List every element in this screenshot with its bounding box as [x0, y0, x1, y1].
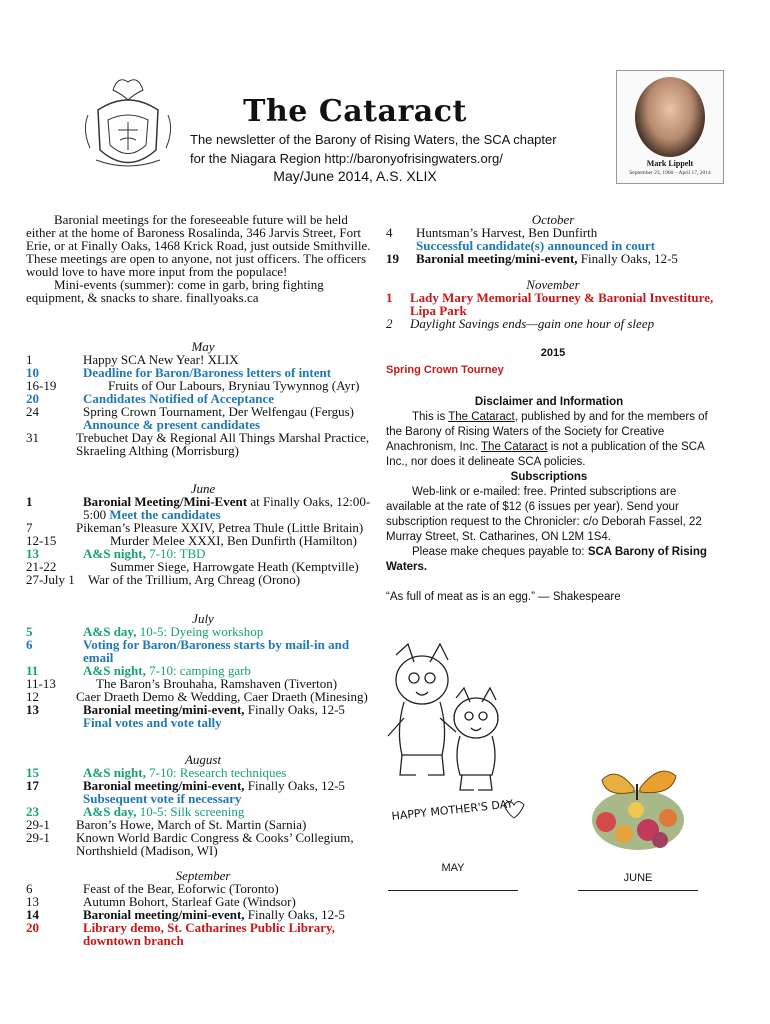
list-item: 10 Deadline for Baron/Baroness letters of intent	[26, 365, 332, 380]
memorial-dates: September 23, 1960 – April 17, 2014	[629, 170, 711, 176]
list-item: 16-19 Fruits of Our Labours, Bryniau Tywynnog (Ayr)	[26, 378, 360, 393]
list-item: 13 Baronial meeting/mini-event, Finally Oaks, 12-5 Final votes and vote tally	[26, 702, 345, 730]
may-caption: MAY	[441, 862, 465, 874]
list-item: 15 A&S night, 7-10: Research techniques	[26, 765, 287, 780]
mothers-day-clipart	[386, 640, 526, 850]
intro-paragraph-2: Mini-events (summer): come in garb, bring fighting equipment, & snacks to share. finallyoaks.ca	[26, 277, 324, 305]
list-item: 14 Baronial meeting/mini-event, Finally Oaks, 12-5	[26, 907, 345, 922]
calendar-august	[26, 753, 380, 857]
month-heading: September	[175, 868, 231, 883]
list-item: 13 A&S night, 7-10: TBD	[26, 546, 206, 561]
list-item: 12-15 Murder Melee XXXI, Ben Dunfirth (Hamilton)	[26, 533, 357, 548]
list-item: 13 Autumn Bohort, Starleaf Gate (Windsor)	[26, 894, 296, 909]
subtitle-line-2: for the Niagara Region http://baronyofrisingwaters.org/	[190, 151, 503, 166]
list-item: Spring Crown Tourney	[386, 364, 504, 376]
clipart-lettering: HAPPY MOTHER'S DAY	[390, 797, 514, 823]
june-signature-line	[578, 890, 698, 891]
list-item: 23 A&S day, 10-5: Silk screening	[26, 804, 245, 819]
june-caption: JUNE	[623, 872, 653, 884]
list-item: 11 A&S night, 7-10: camping garb	[26, 663, 251, 678]
list-item: 7 Pikeman’s Pleasure XXIV, Petrea Thule (Little Britain)	[26, 520, 364, 535]
year-heading: 2015	[540, 347, 566, 359]
month-heading: July	[192, 611, 214, 626]
calendar-september	[26, 869, 380, 947]
list-item: 29-1 Known World Bardic Congress & Cooks’ Collegium, Northshield (Madison, WI)	[26, 830, 354, 858]
subscriptions-heading: Subscriptions	[510, 471, 588, 483]
list-item: 21-22 Summer Siege, Harrowgate Heath (Kemptville)	[26, 559, 359, 574]
may-signature-line	[388, 890, 518, 891]
list-item: 19 Baronial meeting/mini-event, Finally Oaks, 12-5	[386, 251, 678, 266]
disclaimer-paragraph: This is The Cataract, published by and for the members of the Barony of Rising Waters of the Society for Creative Anachronism, Inc. The Cataract is not a publication of the SCA Inc., nor does it delineate SCA policies.	[386, 411, 708, 468]
cheques-paragraph: Please make cheques payable to: SCA Barony of Rising Waters.	[386, 546, 707, 573]
list-item: 27-July 1 War of the Trillium, Arg Chreag (Orono)	[26, 572, 301, 587]
list-item: 20 Candidates Notified of Acceptance	[26, 391, 275, 406]
list-item: 6 Voting for Baron/Baroness starts by mail-in and email	[26, 637, 350, 665]
butterfly-flowers-clipart	[576, 760, 702, 860]
calendar-november	[386, 278, 720, 330]
list-item: 1 Happy SCA New Year! XLIX	[26, 352, 239, 367]
calendar-october	[386, 213, 720, 265]
memorial-photo	[616, 70, 724, 184]
list-item: 11-13 The Baron’s Brouhaha, Ramshaven (Tiverton)	[26, 676, 338, 691]
barony-crest-logo	[78, 70, 178, 180]
month-heading: May	[191, 339, 215, 354]
newsletter-title: The Cataract	[243, 94, 467, 129]
calendar-july	[26, 612, 380, 729]
list-item: 31 Trebuchet Day & Regional All Things Marshal Practice, Skraeling Althing (Morrisburg)	[26, 430, 370, 458]
list-item: 1 Baronial Meeting/Mini-Event at Finally Oaks, 12:00-5:00 Meet the candidates	[26, 494, 371, 522]
month-heading: October	[531, 212, 575, 227]
intro-text	[26, 213, 380, 304]
list-item: 24 Spring Crown Tournament, Der Welfengau (Fergus) Announce & present candidates	[26, 404, 354, 432]
memorial-name: Mark Lippelt	[646, 159, 694, 168]
quote: “As full of meat as is an egg.” — Shakespeare	[386, 591, 621, 603]
list-item: 5 A&S day, 10-5: Dyeing workshop	[26, 624, 264, 639]
disclaimer-heading: Disclaimer and Information	[474, 396, 624, 408]
list-item: 20 Library demo, St. Catharines Public Library, downtown branch	[26, 920, 336, 948]
month-heading: August	[184, 752, 222, 767]
subtitle-line-1: The newsletter of the Barony of Rising Waters, the SCA chapter	[190, 132, 557, 147]
intro-paragraph-1: Baronial meetings for the foreseeable future will be held either at the home of Baroness Rosalinda, 346 Jarvis Street, Fort Erie, or at Finally Oaks, 1468 Krick Road, just outside Smithville. These meetings are open to anyone, not just officers. The officers would love to have more input from the populace!	[26, 212, 371, 279]
list-item: 29-1 Baron’s Howe, March of St. Martin (Sarnia)	[26, 817, 307, 832]
list-item: 2 Daylight Savings ends—gain one hour of sleep	[386, 316, 655, 331]
newsletter-subtitle	[190, 130, 610, 168]
subscriptions-paragraph: Web-link or e-mailed: free. Printed subscriptions are available at the rate of $12 (6 issues per year). Send your subscription request to the Chronicler: c/o Deborah Fassel, 22 Murray Street, St. Catharines, ON L2M 1S4.	[386, 486, 702, 543]
calendar-may	[26, 340, 380, 457]
list-item: 12 Caer Draeth Demo & Wedding, Caer Draeth (Minesing)	[26, 689, 368, 704]
month-heading: November	[526, 277, 580, 292]
month-heading: June	[190, 481, 216, 496]
list-item: 6 Feast of the Bear, Eoforwic (Toronto)	[26, 881, 279, 896]
list-item: 1 Lady Mary Memorial Tourney & Baronial Investiture, Lipa Park	[386, 290, 714, 318]
issue-date: May/June 2014, A.S. XLIX	[273, 168, 437, 184]
disclaimer-section	[386, 395, 712, 605]
list-item: 4 Huntsman’s Harvest, Ben Dunfirth Successful candidate(s) announced in court	[386, 225, 656, 253]
list-item: 17 Baronial meeting/mini-event, Finally Oaks, 12-5 Subsequent vote if necessary	[26, 778, 345, 806]
portrait-photo	[635, 77, 705, 157]
calendar-2015	[386, 347, 720, 376]
calendar-june	[26, 482, 380, 586]
